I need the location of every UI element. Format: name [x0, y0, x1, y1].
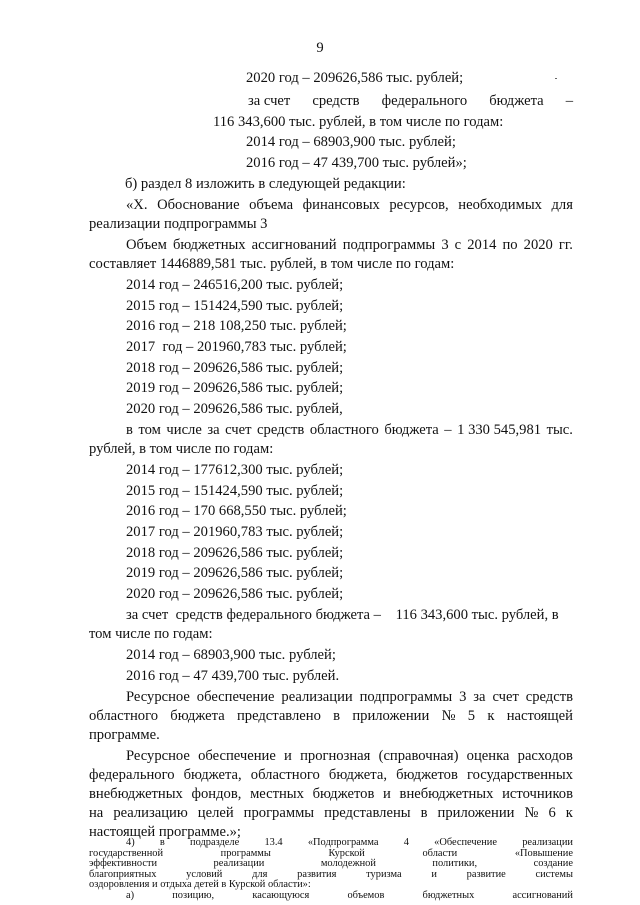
- text-line-justified: на реализацию целей программы представлены в приложении № 6 к: [89, 805, 573, 821]
- text-line-justified: а) позицию, касающуюся объемов бюджетных ассигнований: [126, 890, 573, 901]
- text-line: оздоровления и отдыха детей в Курской области»:: [89, 879, 311, 891]
- text-line-justified: 4) в подразделе 13.4 «Подпрограмма 4 «Обеспечение реализации: [126, 837, 573, 848]
- text-line: 2016 год – 47 439,700 тыс. рублей.: [126, 668, 340, 684]
- text-line: 2017 год – 201960,783 тыс. рублей;: [126, 339, 347, 355]
- text-line: 2016 год – 170 668,550 тыс. рублей;: [126, 503, 347, 519]
- text-line: 2020 год – 209626,586 тыс. рублей;: [126, 586, 344, 602]
- page-number: 9: [316, 40, 324, 56]
- text-line: 2016 год – 47 439,700 тыс. рублей»;: [246, 155, 467, 171]
- text-line-justified: «X. Обоснование объема финансовых ресурсов, необходимых для: [126, 197, 573, 213]
- text-line: за счет средств федерального бюджета – 116 343,600 тыс. рублей, в: [126, 607, 559, 623]
- text-line-justified: за счет средств федерального бюджета –: [248, 93, 573, 109]
- text-line: реализации подпрограммы 3: [89, 216, 268, 232]
- text-line-justified: Ресурсное обеспечение реализации подпрограммы 3 за счет средств: [126, 689, 573, 705]
- text-line: программе.: [89, 727, 160, 743]
- text-line: 2018 год – 209626,586 тыс. рублей;: [126, 545, 344, 561]
- text-line: том числе по годам:: [89, 626, 213, 642]
- text-line: 2019 год – 209626,586 тыс. рублей;: [126, 380, 344, 396]
- text-line-justified: благоприятных условий для развития туризма и развитие системы: [89, 868, 573, 880]
- text-line: 2017 год – 201960,783 тыс. рублей;: [126, 524, 344, 540]
- text-line: 2014 год – 246516,200 тыс. рублей;: [126, 277, 344, 293]
- text-line-justified: эффективности реализации молодежной политики, создание: [89, 858, 573, 870]
- text-line: 2015 год – 151424,590 тыс. рублей;: [126, 298, 344, 314]
- text-line: 2014 год – 177612,300 тыс. рублей;: [126, 462, 344, 478]
- text-line-justified: областного бюджета представлено в приложении № 5 к настоящей: [89, 708, 573, 724]
- text-line: составляет 1446889,581 тыс. рублей, в том числе по годам:: [89, 256, 455, 272]
- text-line: 116 343,600 тыс. рублей, в том числе по годам:: [213, 114, 504, 130]
- text-line: б) раздел 8 изложить в следующей редакции:: [125, 176, 406, 192]
- text-line: 2014 год – 68903,900 тыс. рублей;: [246, 134, 456, 150]
- text-line: 2020 год – 209626,586 тыс. рублей,: [126, 401, 343, 417]
- text-line-justified: государственной программы Курской области «Повышение: [89, 847, 573, 859]
- text-line-justified: внебюджетных фондов, местных бюджетов и внебюджетных источников: [89, 786, 573, 802]
- scan-speck: [555, 78, 557, 79]
- text-line: 2016 год – 218 108,250 тыс. рублей;: [126, 318, 347, 334]
- text-line: 2019 год – 209626,586 тыс. рублей;: [126, 565, 344, 581]
- text-line-justified: федерального бюджета, областного бюджета, бюджетов государственных: [89, 767, 573, 783]
- text-line: рублей, в том числе по годам:: [89, 441, 274, 457]
- text-line-justified: Объем бюджетных ассигнований подпрограммы 3 с 2014 по 2020 гг.: [126, 237, 573, 253]
- text-line-justified: в том числе за счет средств областного бюджета – 1 330 545,981 тыс.: [126, 422, 573, 438]
- text-line: настоящей программе.»;: [89, 824, 241, 840]
- text-line-justified: Ресурсное обеспечение и прогнозная (справочная) оценка расходов: [126, 748, 573, 764]
- text-line: 2014 год – 68903,900 тыс. рублей;: [126, 647, 336, 663]
- text-line: 2018 год – 209626,586 тыс. рублей;: [126, 360, 344, 376]
- text-line: 2015 год – 151424,590 тыс. рублей;: [126, 483, 344, 499]
- text-line: 2020 год – 209626,586 тыс. рублей;: [246, 70, 464, 86]
